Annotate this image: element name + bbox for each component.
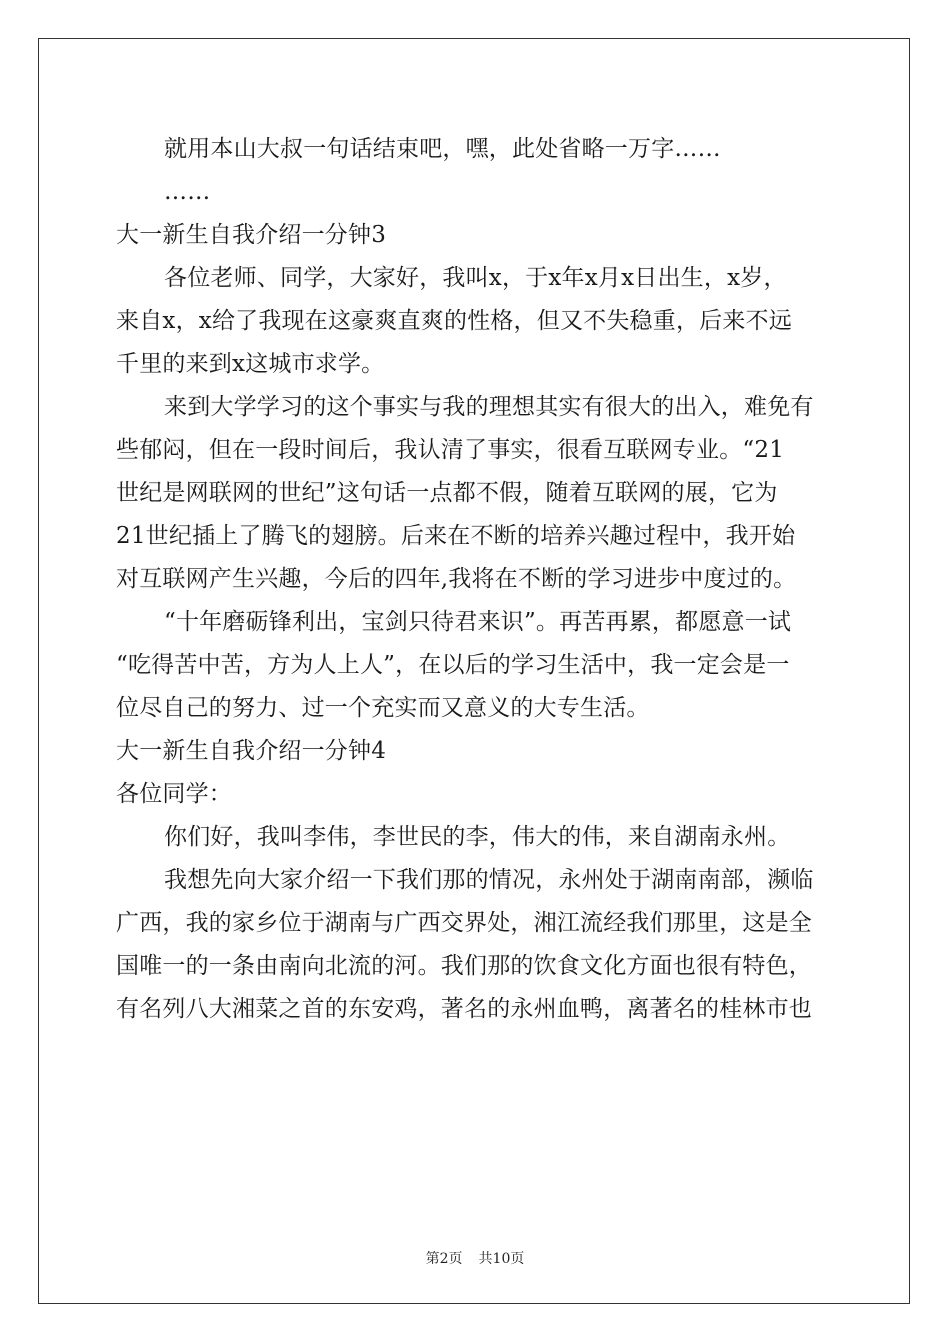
text-line: 各位老师、同学，大家好，我叫x，于x年x月x日出生，x岁， xyxy=(164,265,787,291)
section-heading: 大一新生自我介绍一分钟3 xyxy=(116,222,387,248)
text-line: …… xyxy=(164,179,211,205)
page-footer xyxy=(0,1248,950,1268)
text-line: 国唯一的一条由南向北流的河。我们那的饮食文化方面也很有特色， xyxy=(116,953,812,979)
text-line: 21世纪插上了腾飞的翅膀。后来在不断的培养兴趣过程中，我开始 xyxy=(116,523,796,549)
text-line: 位尽自己的努力、过一个充实而又意义的大专生活。 xyxy=(116,695,650,721)
text-line: 千里的来到x这城市求学。 xyxy=(116,351,385,377)
text-line: “吃得苦中苦，方为人上人”，在以后的学习生活中，我一定会是一 xyxy=(116,652,790,678)
document-body xyxy=(116,128,836,1031)
page-number: 第2页 xyxy=(425,1251,463,1267)
salutation: 各位同学： xyxy=(116,781,232,807)
text-line: 我想先向大家介绍一下我们那的情况，永州处于湖南南部，濒临 xyxy=(164,867,814,893)
text-line: 你们好，我叫李伟，李世民的李，伟大的伟，来自湖南永州。 xyxy=(164,824,791,850)
text-line: 对互联网产生兴趣，今后的四年,我将在不断的学习进步中度过的。 xyxy=(116,566,797,592)
text-line: “十年磨砺锋利出，宝剑只待君来识”。再苦再累，都愿意一试 xyxy=(164,609,792,635)
text-line: 世纪是网联网的世纪”这句话一点都不假，随着互联网的展，它为 xyxy=(116,480,778,506)
text-line: 广西，我的家乡位于湖南与广西交界处，湘江流经我们那里，这是全 xyxy=(116,910,812,936)
text-line: 来到大学学习的这个事实与我的理想其实有很大的出入，难免有 xyxy=(164,394,814,420)
section-heading: 大一新生自我介绍一分钟4 xyxy=(116,738,387,764)
text-line: 来自x，x给了我现在这豪爽直爽的性格，但又不失稳重，后来不远 xyxy=(116,308,792,334)
text-line: 就用本山大叔一句话结束吧，嘿，此处省略一万字…… xyxy=(164,136,721,162)
page-total: 共10页 xyxy=(478,1251,525,1267)
text-line: 有名列八大湘菜之首的东安鸡，著名的永州血鸭，离著名的桂林市也 xyxy=(116,996,812,1022)
text-line: 些郁闷，但在一段时间后，我认清了事实，很看互联网专业。“21 xyxy=(116,437,785,463)
